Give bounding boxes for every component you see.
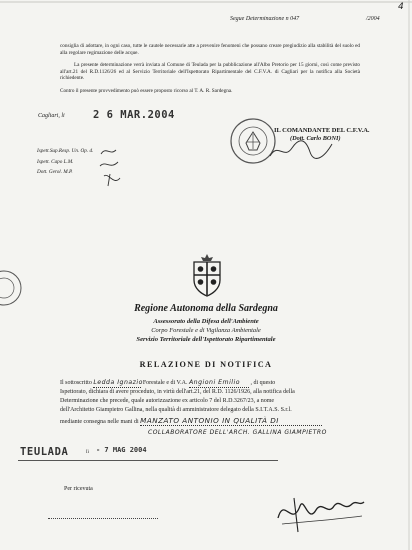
ricevuta-signature-line: [48, 518, 158, 519]
relazione-line-1: [60, 379, 370, 388]
hand-surname: Ledda Ignazio: [93, 379, 143, 386]
paragraph-publication: La presente determinazione verrà inviata al Comune di Teulada per la pubblicazione all'Albo Pretorio per 15 giorni, così come previsto all'art.21 del R.D.1126/26 ed al Servizio Territoriale dell'Ispettorato Ripartimentale del C.F.V.A. di Cagliari per la notifica alla Società richiedente.: [60, 62, 360, 81]
stamp-underline: [18, 460, 278, 461]
date-stamp-may: - 7 MAG 2004: [96, 446, 147, 454]
signer-title: IL COMANDANTE DEL C.F.V.A.: [274, 127, 370, 134]
signature-scribble: [266, 138, 336, 162]
hand-recipient: MANZATO ANTONIO IN QUALITÀ DI: [140, 417, 322, 426]
relazione-text-1: Il sottoscritto: [60, 380, 92, 386]
sardinia-coat-of-arms: [190, 252, 224, 298]
paragraph-ricorso: Contro il presente provvedimento può essere proposto ricorso al T. A. R. Sardegna.: [60, 88, 233, 94]
relazione-heading: RELAZIONE DI NOTIFICA: [139, 360, 273, 369]
place-stamp: TEULADA: [20, 446, 69, 458]
initials-row-1: Ispett.Sup.Resp. Un. Op. d.: [37, 148, 94, 154]
header-year: /2004: [366, 16, 380, 22]
letterhead-region: Regione Autonoma della Sardegna: [134, 303, 278, 314]
hand-name: Angioni Emilio: [189, 379, 249, 388]
relazione-line-4: dell'Architetto Giampietro Gallina, nella qualità di amministratore delegato della S.I.T.A.S. S.r.l.: [60, 407, 292, 413]
letterhead-corpo: Corpo Forestale e di Vigilanza Ambientale: [151, 327, 261, 334]
letterhead-servizio: Servizio Territoriale dell'Ispettorato Ripartimentale: [136, 336, 276, 343]
date-prefix: lì: [86, 449, 89, 455]
date-stamp: 2 6 MAR.2004: [93, 109, 175, 121]
initials-marks: [98, 146, 122, 192]
paragraph-stability: consiglia di adottare, in ogni caso, tutte le cautele necessarie atte a prevenire fenomeni che possano creare pregiudizio alla stabilità del suolo ed alla regolare regimazione delle acque.: [60, 43, 360, 56]
seal-left-partial: [0, 268, 24, 308]
per-ricevuta-label: Per ricevuta: [64, 486, 93, 492]
relazione-line-5: [60, 417, 322, 427]
place-label: Cagliari, li: [38, 113, 65, 119]
relazione-line-2: Ispettorato, dichiara di avere proceduto, in virtù dell'art.21, del R.D. 1126/1926, alla notifica della: [60, 389, 295, 395]
notifier-signature: [272, 476, 368, 536]
initials-row-3: Dott. Gerol. M.P.: [37, 169, 73, 175]
signer-name: (Dott. Carlo BONI): [290, 135, 341, 142]
page-number: 4: [398, 2, 405, 12]
initials-row-2: Ispett. Capo L.M.: [37, 158, 74, 165]
hand-recipient-2: COLLABORATORE DELL'ARCH. GALLINA GIAMPIETRO: [148, 429, 327, 436]
letterhead-assessorato: Assessorato della Difesa dell'Ambiente: [153, 318, 259, 325]
relazione-line-5-prefix: mediante consegna nelle mani di: [60, 419, 139, 425]
relazione-line-3: Determinazione che precede, quale autorizzazione ex articolo 7 del R.D.3267/23, a nome: [60, 398, 275, 404]
relazione-text-2: Forestale e di V.A.: [142, 380, 188, 386]
relazione-text-3: , di questo: [250, 380, 276, 386]
header-segue: Segue Determinazione n 047: [230, 16, 300, 22]
